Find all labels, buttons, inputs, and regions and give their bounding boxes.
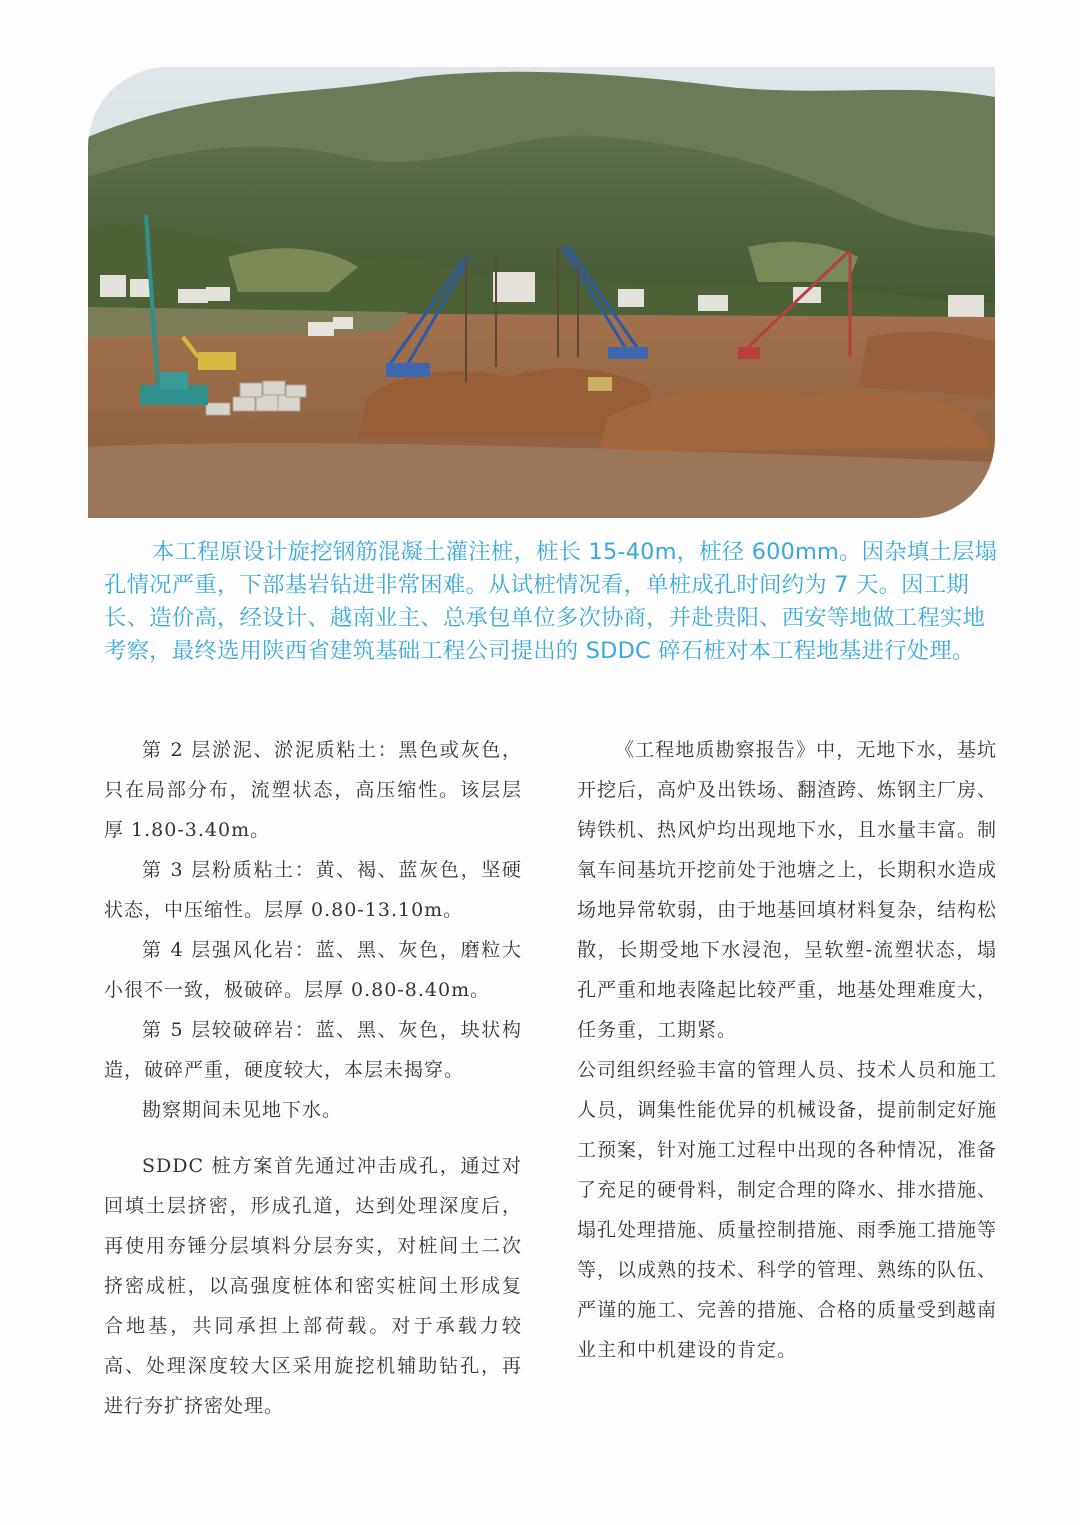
soil-layer-5: 第 5 层较破碎岩：蓝、黑、灰色，块状构造，破碎严重，硬度较大，本层未揭穿。 <box>104 1019 522 1081</box>
soil-layer-3: 第 3 层粉质粘土：黄、褐、蓝灰色，坚硬状态，中压缩性。层厚 0.80-13.10m。 <box>104 859 522 921</box>
paragraph-gap <box>104 1130 522 1146</box>
groundwater-note: 勘察期间未见地下水。 <box>142 1099 343 1121</box>
soil-layer-4: 第 4 层强风化岩：蓝、黑、灰色，磨粒大小很不一致，极破碎。层厚 0.80-8.40m。 <box>104 939 522 1001</box>
right-column <box>577 730 997 1370</box>
sddc-method-paragraph: SDDC 桩方案首先通过冲击成孔，通过对回填土层挤密，形成孔道，达到处理深度后，再使用夯锤分层填料分层夯实，对桩间土二次挤密成桩，以高强度桩体和密实桩间土形成复合地基，共同承担上部荷载。对于承载力较高、处理深度较大区采用旋挖机辅助钻孔，再进行夯扩挤密处理。 <box>104 1155 522 1417</box>
company-paragraph: 公司组织经验丰富的管理人员、技术人员和施工人员，调集性能优异的机械设备，提前制定好施工预案，针对施工过程中出现的各种情况，准备了充足的硬骨料，制定合理的降水、排水措施、塌孔处理措施、质量控制措施、雨季施工措施等等，以成熟的技术、科学的管理、熟练的队伍、严谨的施工、完善的措施、合格的质量受到越南业主和中机建设的肯定。 <box>577 1059 998 1361</box>
groundwater-paragraph: 《工程地质勘察报告》中，无地下水，基坑开挖后，高炉及出铁场、翻渣跨、炼钢主厂房、铸铁机、热风炉均出现地下水，且水量丰富。制氧车间基坑开挖前处于池塘之上，长期积水造成场地异常软弱，由于地基回填材料复杂，结构松散，长期受地下水浸泡，呈软塑-流塑状态，塌孔严重和地表隆起比较严重，地基处理难度大，任务重，工期紧。 <box>577 739 998 1041</box>
construction-site-photo <box>88 67 995 518</box>
left-column <box>104 730 522 1426</box>
soil-layer-2: 第 2 层淤泥、淤泥质粘土：黑色或灰色，只在局部分布，流塑状态，高压缩性。该层层厚 1.80-3.40m。 <box>104 739 522 841</box>
photo-caption: 本工程原设计旋挖钢筋混凝土灌注桩，桩长 15-40m，桩径 600mm。因杂填土层塌孔情况严重，下部基岩钻进非常困难。从试桩情况看，单桩成孔时间约为 7 天。因工期长、造价高，经设计、越南业主、总承包单位多次协商，并赴贵阳、西安等地做工程实地考察，最终选用陕西省建筑基础工程公司提出的 SDDC 碎石桩对本工程地基进行处理。 <box>104 539 998 664</box>
